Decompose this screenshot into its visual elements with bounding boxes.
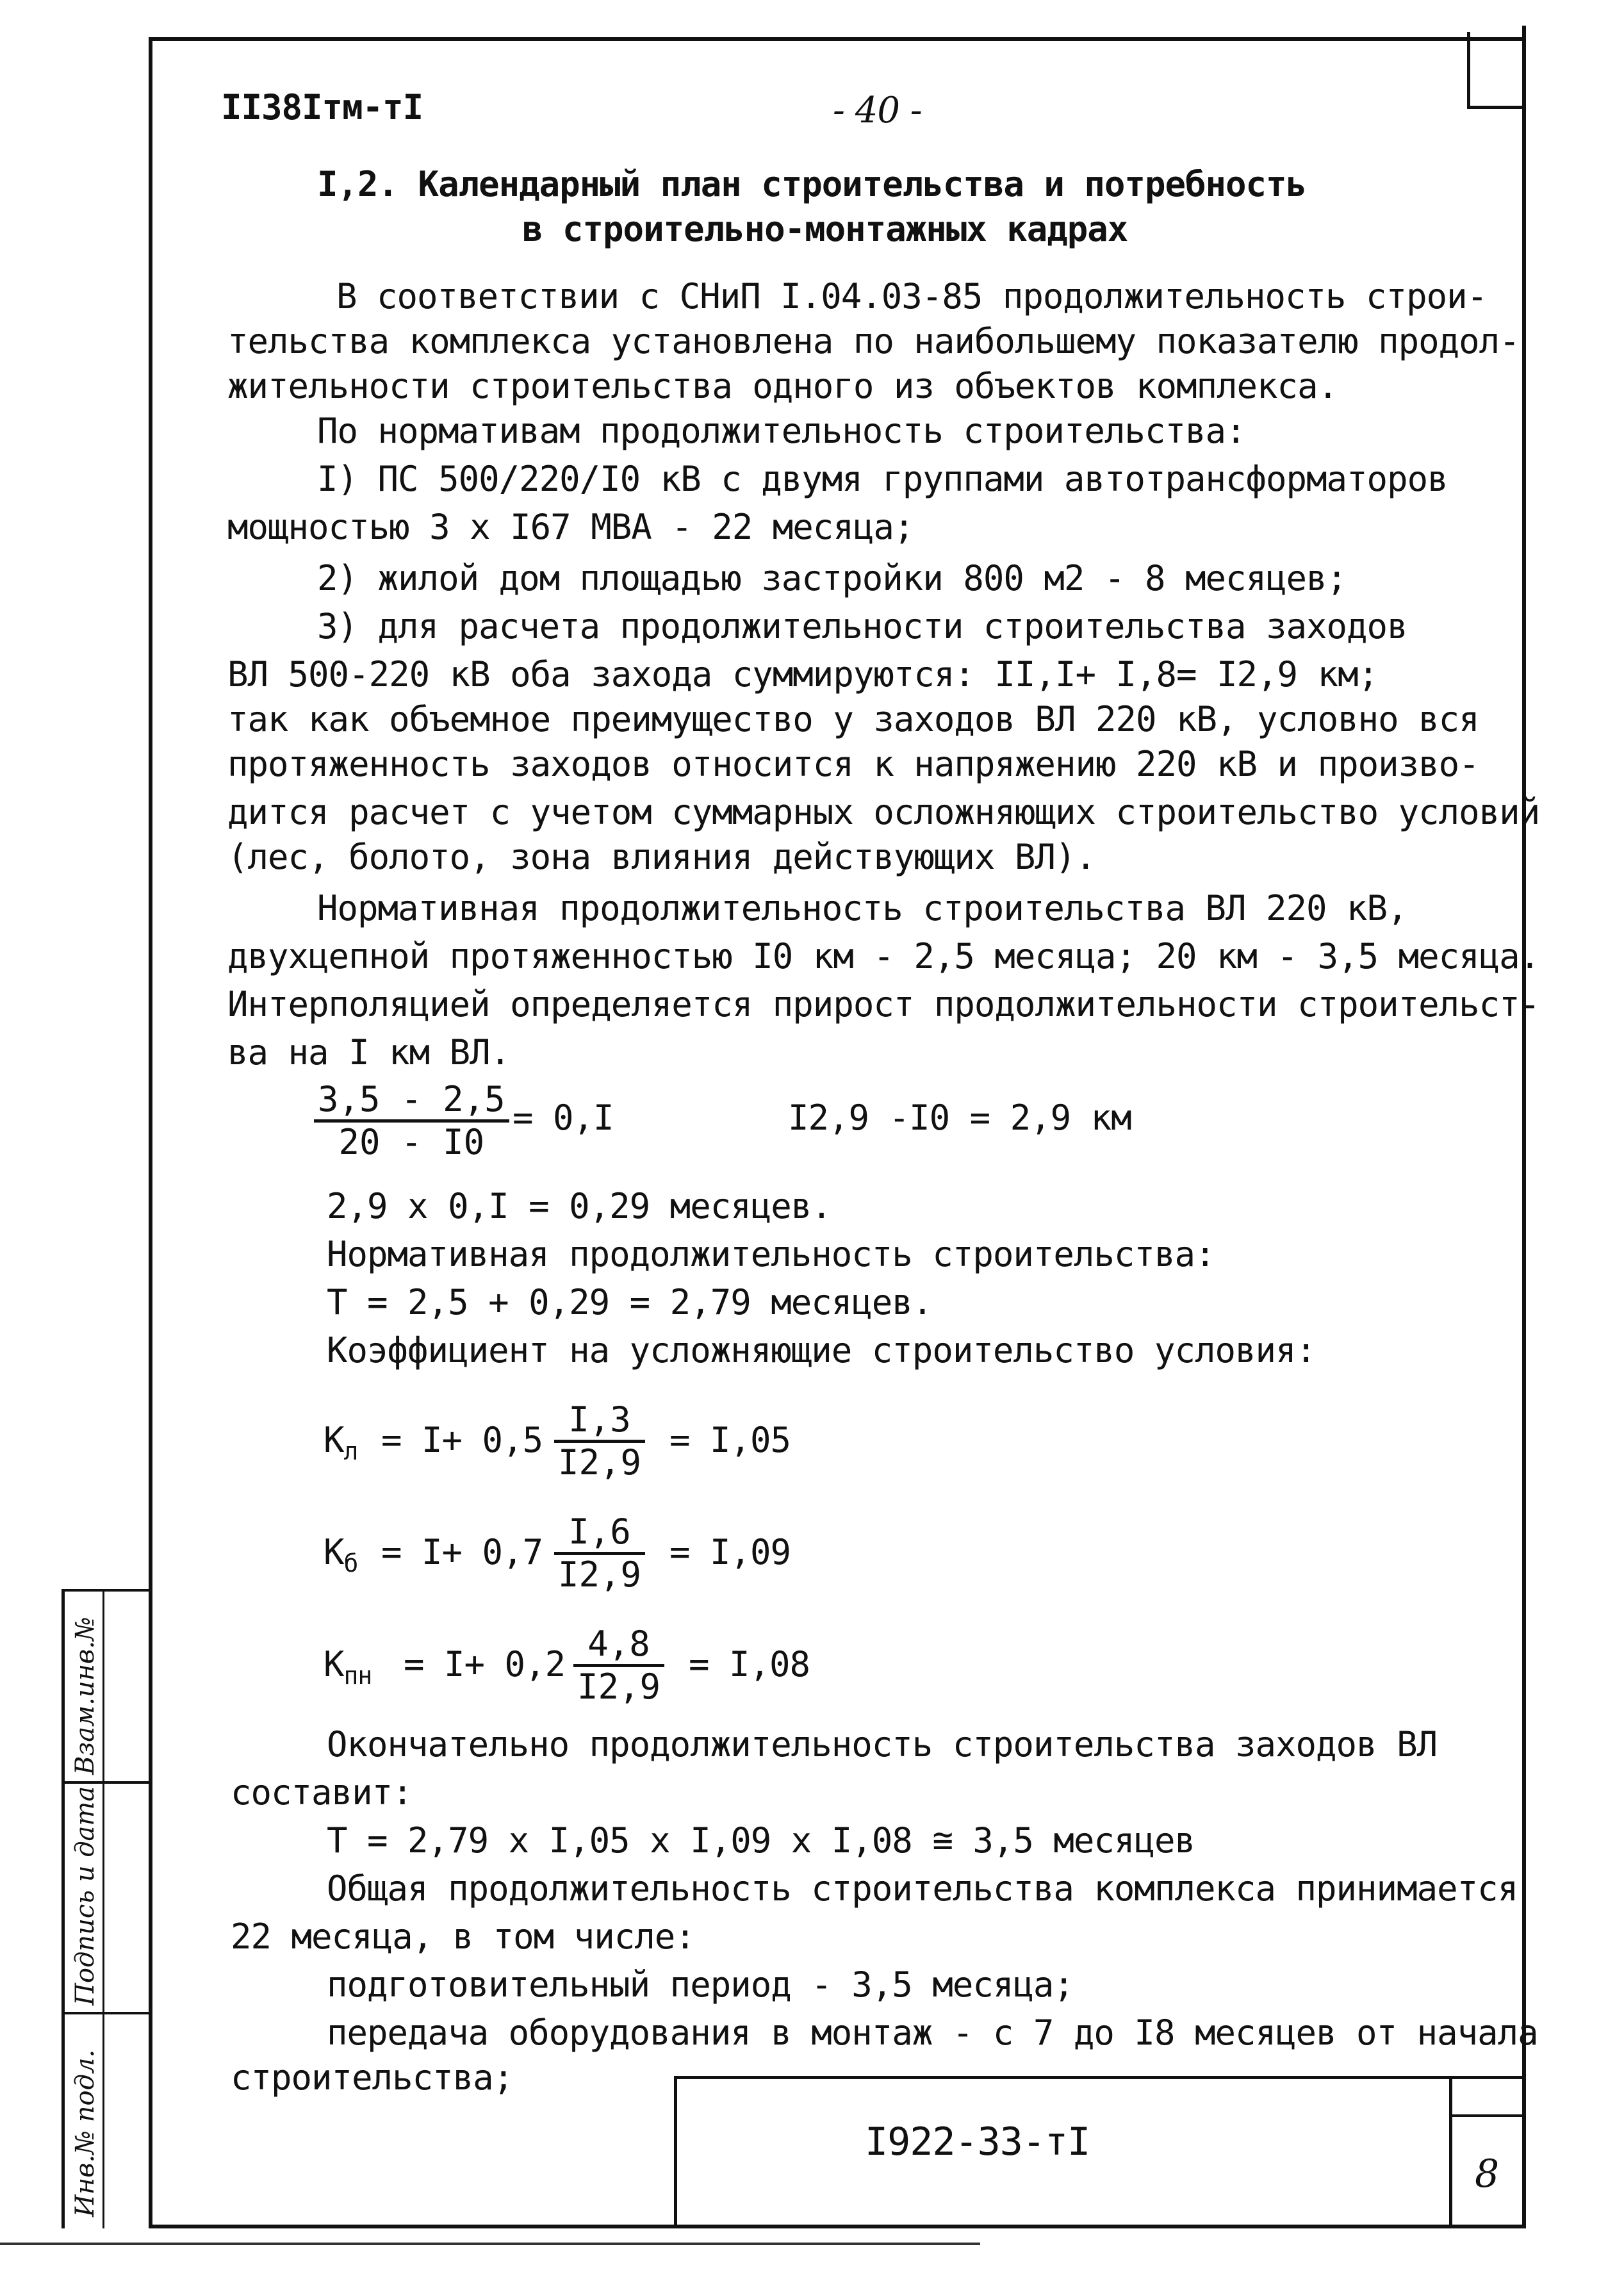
stamp-sheet-number: 8 <box>1475 2152 1499 2196</box>
k-influence-fraction <box>573 1624 664 1707</box>
body-line: дится расчет с учетом суммарных осложняющих строительство условий <box>227 792 1540 832</box>
k-swamp-fraction <box>554 1512 645 1595</box>
k-forest-label <box>324 1419 357 1472</box>
fraction-numerator: 3,5 - 2,5 <box>314 1080 509 1123</box>
body-line: передача оборудования в монтаж - с 7 до I8 месяцев от начала <box>327 2013 1538 2053</box>
stamp-top <box>674 2076 1525 2079</box>
body-line: строительства; <box>231 2057 514 2098</box>
formula-length-difference: I2,9 -I0 = 2,9 км <box>788 1098 1131 1138</box>
k-symbol: К <box>324 1420 344 1460</box>
body-line: I) ПС 500/220/I0 кВ с двумя группами автотрансформаторов <box>317 459 1448 499</box>
frame-left <box>149 37 152 2228</box>
binding-strip-divider-2 <box>62 2012 151 2014</box>
body-line: В соответствии с СНиП I.04.03-85 продолжительность строи- <box>336 276 1488 317</box>
k-forest-result: = I,05 <box>669 1420 791 1460</box>
fraction-numerator: 4,8 <box>573 1624 664 1667</box>
stamp-sheet-divider <box>1449 2076 1452 2228</box>
body-line: Т = 2,5 + 0,29 = 2,79 месяцев. <box>327 1282 933 1322</box>
corner-box-bottom <box>1467 106 1525 109</box>
fraction-denominator: I2,9 <box>558 1442 642 1483</box>
k-swamp-label <box>324 1531 357 1585</box>
body-line: Общая продолжительность строительства комплекса принимается <box>327 1868 1518 1909</box>
k-influence-result: = I,08 <box>689 1644 810 1684</box>
side-label-signature: Подпись и дата <box>70 1786 100 2005</box>
k-forest-equation: = I+ 0,5 <box>381 1420 543 1460</box>
side-label-replace: Взам.инв.№ <box>70 1617 100 1775</box>
page-number: - 40 - <box>833 90 922 131</box>
body-line: тельства комплекса установлена по наибольшему показателю продол- <box>227 321 1520 361</box>
body-line: Коэффициент на усложняющие строительство условия: <box>327 1330 1316 1371</box>
section-title-line1: I,2. Календарный план строительства и потребность <box>317 164 1307 204</box>
body-line: 2) жилой дом площадью застройки 800 м2 - 8 месяцев; <box>317 558 1347 598</box>
body-line: Т = 2,79 х I,05 х I,09 х I,08 ≅ 3,5 месяцев <box>327 1820 1195 1861</box>
frame-top <box>149 37 1525 41</box>
formula-interpolation-result: = 0,I <box>513 1098 614 1138</box>
body-line: так как объемное преимущество у заходов ВЛ 220 кВ, условно вся <box>227 699 1479 739</box>
body-line: 3) для расчета продолжительности строительства заходов <box>317 606 1407 646</box>
body-line: Нормативная продолжительность строительства: <box>327 1234 1215 1274</box>
body-line: 22 месяца, в том числе: <box>231 1916 695 1957</box>
body-line: составит: <box>231 1772 413 1813</box>
k-forest-fraction <box>554 1400 645 1483</box>
body-line: подготовительный период - 3,5 месяца; <box>327 1964 1074 2005</box>
k-symbol: К <box>324 1644 344 1684</box>
binding-strip-line <box>62 1589 65 2228</box>
corner-box-left <box>1467 32 1470 109</box>
k-swamp-result: = I,09 <box>669 1532 791 1572</box>
body-line: ва на I км ВЛ. <box>227 1032 511 1073</box>
section-title-line2: в строительно-монтажных кадрах <box>522 209 1128 249</box>
body-line: жительности строительства одного из объектов комплекса. <box>227 366 1338 406</box>
fraction-denominator: I2,9 <box>577 1667 661 1707</box>
body-line: Нормативная продолжительность строительства ВЛ 220 кВ, <box>317 888 1407 928</box>
fraction-numerator: I,3 <box>554 1400 645 1443</box>
body-line: ВЛ 500-220 кВ оба захода суммируются: II,I+ I,8= I2,9 км; <box>227 654 1379 695</box>
k-subscript: б <box>343 1549 358 1577</box>
k-subscript: пн <box>343 1661 372 1690</box>
body-line: 2,9 х 0,I = 0,29 месяцев. <box>327 1186 832 1226</box>
body-line: Интерполяцией определяется прирост продолжительности строительст- <box>227 984 1540 1025</box>
frame-right <box>1522 26 1526 2228</box>
scan-edge-line <box>0 2243 980 2245</box>
stamp-left <box>674 2076 677 2228</box>
formula-interpolation-fraction <box>314 1080 509 1162</box>
fraction-denominator: 20 - I0 <box>338 1122 485 1162</box>
body-line: По нормативам продолжительность строительства: <box>317 411 1246 451</box>
body-line: мощностью 3 х I67 МВА - 22 месяца; <box>227 507 914 547</box>
k-subscript: л <box>343 1436 358 1465</box>
k-swamp-equation: = I+ 0,7 <box>381 1532 543 1572</box>
side-label-inventory: Инв.№ подл. <box>70 2049 100 2217</box>
header-code: II38Iтм-тI <box>221 87 423 128</box>
fraction-numerator: I,6 <box>554 1512 645 1555</box>
k-symbol: К <box>324 1532 344 1572</box>
binding-strip-mid <box>103 1589 104 2228</box>
body-line: Окончательно продолжительность строительства заходов ВЛ <box>327 1724 1438 1765</box>
fraction-denominator: I2,9 <box>558 1554 642 1595</box>
k-influence-equation: = I+ 0,2 <box>404 1644 566 1684</box>
body-line: протяженность заходов относится к напряжению 220 кВ и произво- <box>227 744 1479 784</box>
body-line: двухцепной протяженностью I0 км - 2,5 месяца; 20 км - 3,5 месяца. <box>227 936 1540 976</box>
frame-bottom <box>149 2225 1526 2228</box>
stamp-sheet-top <box>1449 2114 1525 2117</box>
stamp-doc-code: I922-33-тI <box>865 2120 1090 2164</box>
body-line: (лес, болото, зона влияния действующих ВЛ). <box>227 837 1095 877</box>
binding-strip-divider-1 <box>62 1781 151 1784</box>
k-influence-label <box>324 1643 372 1697</box>
binding-strip-top <box>62 1589 151 1592</box>
